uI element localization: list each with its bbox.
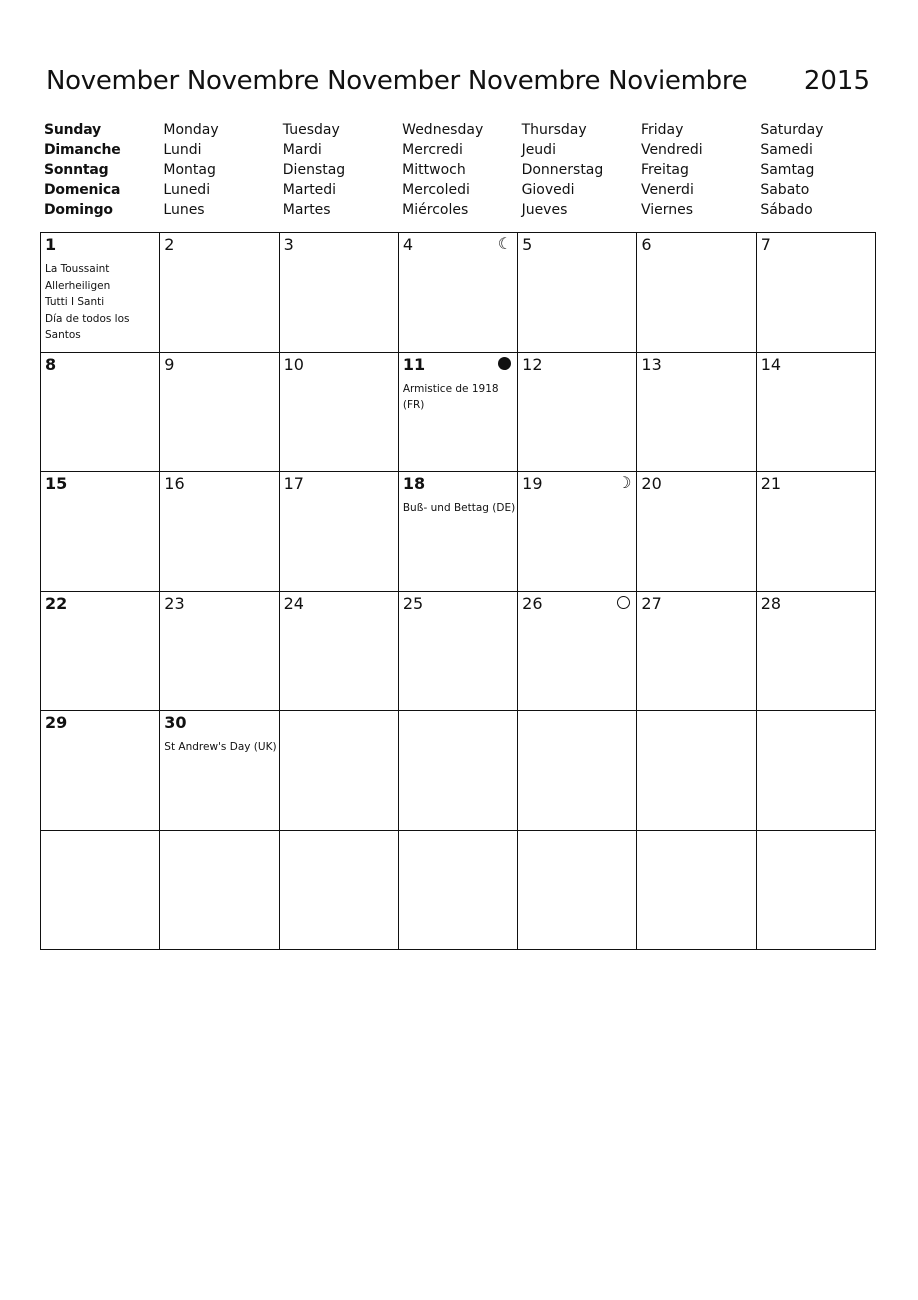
holiday-text: Allerheiligen — [45, 279, 111, 292]
day-cell-10 — [280, 353, 399, 473]
weekday-name: Giovedi — [521, 182, 575, 198]
day-cell-4 — [399, 233, 518, 353]
holiday-text: La Toussaint — [45, 263, 110, 275]
date-number: 6 — [641, 235, 652, 254]
date-number: 7 — [760, 235, 771, 254]
holiday-text: Buß- und Bettag (DE) — [402, 502, 516, 514]
weekday-name: Thursday — [521, 122, 587, 138]
day-cell-14 — [757, 353, 876, 473]
weekday-name: Martes — [282, 202, 331, 218]
weekday-name: Vendredi — [640, 142, 703, 158]
full-moon-icon — [617, 596, 630, 609]
weekday-saturday — [760, 120, 879, 220]
date-number: 18 — [402, 474, 426, 493]
day-cell-17 — [280, 472, 399, 592]
weekday-name: Sabato — [760, 182, 810, 198]
weekday-name: Tuesday — [282, 122, 340, 138]
day-cell-7 — [757, 233, 876, 353]
day-cell-26 — [518, 592, 637, 712]
weekday-name: Dimanche — [44, 142, 121, 158]
empty-day-cell — [160, 831, 279, 951]
date-number: 11 — [402, 354, 426, 374]
weekday-name: Jeudi — [521, 142, 556, 158]
date-number: 9 — [164, 354, 175, 374]
day-cell-19 — [518, 472, 637, 592]
date-number: 21 — [760, 474, 782, 493]
empty-day-cell — [518, 831, 637, 951]
day-cell-3 — [280, 233, 399, 353]
holiday-list — [402, 500, 516, 517]
day-cell-12 — [518, 353, 637, 473]
date-number: 22 — [45, 593, 68, 613]
empty-day-cell — [757, 831, 876, 951]
day-cell-28 — [757, 592, 876, 712]
weekday-name: Lunes — [163, 202, 205, 218]
day-cell-21 — [757, 472, 876, 592]
weekday-name: Montag — [163, 162, 216, 178]
weekday-name: Domingo — [44, 202, 113, 218]
month-title: November Novembre November Novembre Noviembre — [46, 66, 748, 96]
date-number: 17 — [283, 474, 304, 493]
empty-day-cell — [41, 831, 160, 951]
day-cell-13 — [637, 353, 756, 473]
weekday-name: Mercoledi — [402, 182, 470, 198]
date-number: 26 — [522, 593, 543, 613]
holiday-text: Tutti I Santi — [45, 296, 105, 308]
new-moon-icon — [498, 357, 511, 370]
date-number: 12 — [522, 354, 543, 374]
holiday-list — [403, 381, 513, 414]
weekday-name: Viernes — [640, 202, 694, 218]
date-number: 20 — [641, 474, 662, 493]
empty-day-cell — [757, 711, 876, 831]
date-number: 23 — [164, 593, 185, 613]
day-cell-27 — [637, 592, 756, 712]
weekday-thursday — [522, 120, 641, 220]
day-cell-6 — [637, 233, 756, 353]
day-cell-8 — [41, 353, 160, 473]
empty-day-cell — [399, 711, 518, 831]
weekday-tuesday — [283, 120, 402, 220]
date-number: 14 — [760, 354, 782, 374]
weekday-header — [44, 120, 880, 220]
date-number: 15 — [45, 474, 68, 493]
date-number: 27 — [641, 593, 662, 613]
holiday-text: Día de todos los — [45, 312, 130, 325]
weekday-name: Freitag — [640, 162, 689, 178]
weekday-monday — [163, 120, 282, 220]
last-quarter-moon-icon: ☾ — [497, 234, 513, 253]
empty-day-cell — [280, 831, 399, 951]
date-number: 13 — [641, 354, 662, 374]
date-number: 28 — [760, 593, 782, 613]
day-cell-25 — [399, 592, 518, 712]
date-number: 5 — [522, 235, 533, 254]
date-number: 24 — [283, 593, 304, 613]
day-cell-2 — [160, 233, 279, 353]
weekday-sunday — [44, 120, 163, 220]
holiday-text: St Andrew's Day (UK) — [164, 741, 277, 753]
day-cell-24 — [280, 592, 399, 712]
weekday-friday — [641, 120, 760, 220]
weekday-name: Samedi — [760, 142, 813, 158]
weekday-name: Saturday — [760, 122, 824, 138]
date-number: 4 — [402, 235, 414, 254]
day-cell-30 — [160, 711, 279, 831]
weekday-name: Jueves — [521, 202, 568, 218]
date-number: 1 — [45, 235, 57, 254]
day-cell-18 — [399, 472, 518, 592]
weekday-name: Martedi — [282, 182, 337, 198]
weekday-name: Friday — [640, 122, 684, 138]
empty-day-cell — [637, 831, 756, 951]
empty-day-cell — [518, 711, 637, 831]
weekday-name: Sonntag — [44, 162, 109, 178]
weekday-name: Monday — [163, 122, 219, 138]
date-number: 3 — [283, 235, 294, 254]
first-quarter-moon-icon: ☽ — [617, 473, 632, 492]
weekday-wednesday — [402, 120, 521, 220]
date-number: 29 — [45, 713, 68, 732]
holiday-list — [164, 739, 277, 756]
day-cell-9 — [160, 353, 279, 473]
weekday-name: Lunedi — [163, 182, 211, 198]
calendar-grid — [40, 232, 876, 950]
date-number: 10 — [283, 354, 304, 374]
day-cell-1 — [41, 233, 160, 353]
day-cell-15 — [41, 472, 160, 592]
holiday-text: Armistice de 1918 — [402, 382, 499, 395]
date-number: 16 — [164, 474, 185, 493]
day-cell-29 — [41, 711, 160, 831]
weekday-name: Miércoles — [402, 202, 469, 218]
date-number: 25 — [402, 593, 424, 613]
holiday-text: (FR) — [402, 399, 425, 411]
weekday-name: Sábado — [760, 202, 813, 218]
day-cell-11 — [399, 353, 518, 473]
weekday-name: Sunday — [44, 122, 101, 138]
date-number: 30 — [164, 713, 187, 732]
weekday-name: Domenica — [44, 182, 121, 198]
date-number: 2 — [164, 235, 175, 254]
day-cell-5 — [518, 233, 637, 353]
day-cell-22 — [41, 592, 160, 712]
date-number: 19 — [522, 474, 543, 493]
day-cell-16 — [160, 472, 279, 592]
weekday-name: Donnerstag — [521, 162, 604, 178]
day-cell-20 — [637, 472, 756, 592]
weekday-name: Wednesday — [402, 122, 484, 138]
weekday-name: Samtag — [760, 162, 815, 178]
weekday-name: Venerdi — [640, 182, 694, 198]
weekday-name: Dienstag — [282, 162, 346, 178]
weekday-name: Lundi — [163, 142, 202, 158]
weekday-name: Mittwoch — [402, 162, 466, 178]
weekday-name: Mercredi — [402, 142, 463, 158]
empty-day-cell — [399, 831, 518, 951]
empty-day-cell — [637, 711, 756, 831]
day-cell-23 — [160, 592, 279, 712]
holiday-text: Santos — [45, 329, 81, 341]
weekday-name: Mardi — [282, 142, 322, 158]
holiday-list — [45, 261, 155, 344]
empty-day-cell — [280, 711, 399, 831]
date-number: 8 — [45, 354, 57, 374]
year-label: 2015 — [803, 66, 870, 96]
